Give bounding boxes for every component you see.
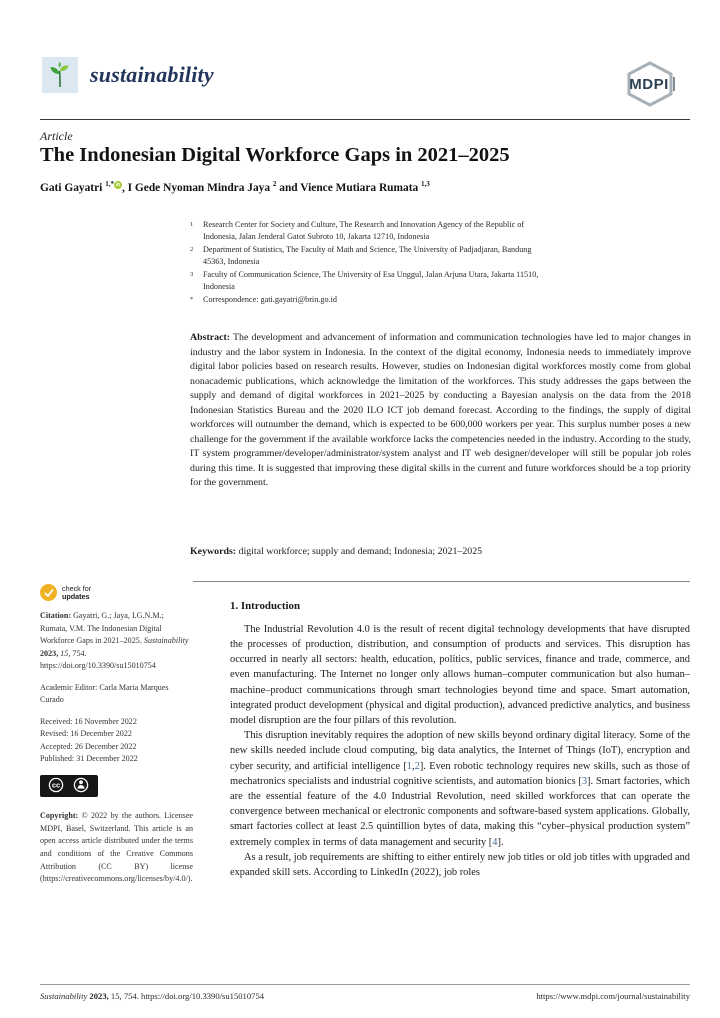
journal-logo: [42, 57, 214, 93]
citation-authors-title: Gayatri, G.; Jaya, I.G.N.M.; Rumata, V.M. The Indonesian Digital Workforce Gaps in 2021–2025.: [40, 611, 164, 646]
article-info-sidebar: [40, 584, 193, 895]
affiliation-item: [190, 219, 542, 244]
abstract-label: Abstract:: [190, 332, 231, 343]
body-paragraph: As a result, job requirements are shifting to either entirely new job titles or old job titles with upgraded and expanded skill sets. According to LinkedIn (2022), job roles: [230, 851, 690, 878]
keywords-text: digital workforce; supply and demand; Indonesia; 2021–2025: [238, 546, 483, 557]
author-separator: and: [279, 181, 298, 194]
citation-page: 754.: [72, 648, 87, 658]
authors-line: [40, 180, 690, 194]
citation-year: 2023,: [40, 648, 59, 658]
citation-journal: Sustainability: [143, 636, 189, 646]
citation-block: [40, 610, 193, 673]
citation-label: Citation:: [40, 611, 72, 620]
header-divider: [40, 119, 690, 120]
check-for-updates-label: check for updates: [62, 583, 92, 601]
citation-ref[interactable]: 4: [492, 836, 498, 848]
check-for-updates-button[interactable]: [40, 584, 193, 601]
footer-year: 2023,: [89, 991, 109, 1001]
affiliation-text: Research Center for Society and Culture, The Research and Innovation Agency of the Republic of Indonesia, Jalan Jenderal Gatot Subroto 10, Jakarta 12710, Indonesia: [203, 220, 525, 242]
author-name: I Gede Nyoman Mindra Jaya: [127, 181, 271, 194]
sustainability-plant-icon: [42, 57, 78, 93]
mdpi-logo-text: MDPI: [629, 76, 669, 93]
academic-editor-block: [40, 682, 193, 707]
keywords-divider: [193, 581, 690, 582]
citation-ref[interactable]: 3: [581, 775, 588, 787]
affiliations-block: [190, 219, 542, 306]
citation-ref[interactable]: 2: [414, 760, 420, 772]
affiliation-marker: 3: [190, 270, 194, 278]
affiliation-item: [190, 244, 542, 269]
footer-volume-page: 15, 754.: [110, 991, 139, 1001]
author-affiliation-marker: 2: [272, 180, 277, 188]
academic-editor-label: Academic Editor:: [40, 682, 98, 692]
check-icon: [40, 584, 57, 601]
footer-journal-url[interactable]: https://www.mdpi.com/journal/sustainability: [536, 991, 690, 1001]
license-url-link[interactable]: https://creativecommons.org/licenses/by/4.0/: [42, 874, 188, 884]
page-title: The Indonesian Digital Workforce Gaps in 2021–2025: [40, 144, 510, 166]
abstract-text: The development and advancement of information and communication technologies have led to major changes in industry and the labor system in Indonesia. In the context of the digital economy, Indonesia needs to immediately improve digital labor policies based on research results. However, studies on Indonesian digital workforces mostly come from global nonacademic publications, which acknowledge the limitation of the workforces. This study addresses the gaps between the supply and demand of digital workforces in 2021–2025 by conducting a Bayesian analysis on the data from the 2018 Indonesian Statistics Bureau and the 2020 ILO ICT job demand forecast. According to the findings, the supply of digital workforces will outnumber the demand, which is expected to be 600,000 workers per year. This surplus number poses a new challenge for the government if the available workforce lacks the competencies needed in the industry. According to the study, IT system programmer/developer/administrator/system analyst and IT web designer/developer will still be popular job roles during this time. It is suggested that improving these digital skills in the current and future workforces should be a top priority for the government.: [190, 332, 691, 489]
accepted-date: Accepted: 26 December 2022: [40, 741, 137, 751]
cc-by-license-icon[interactable]: [40, 775, 193, 802]
affiliation-text: Department of Statistics, The Faculty of Math and Science, The University of Padjadjaran, Bandung 45363, Indonesia: [203, 244, 532, 267]
citation-ref[interactable]: 1: [406, 760, 412, 772]
copyright-block: [40, 810, 193, 885]
article-type-label: Article: [40, 129, 73, 143]
keywords-label: Keywords:: [190, 546, 237, 557]
abstract-section: [190, 331, 691, 491]
author-name: Vience Mutiara Rumata: [300, 181, 419, 194]
correspondence-email[interactable]: Correspondence: gati.gayatri@brin.go.id: [203, 294, 337, 304]
affiliation-marker: 2: [190, 245, 194, 253]
section-heading-introduction: 1. Introduction: [230, 600, 300, 612]
revised-date: Revised: 16 December 2022: [40, 729, 132, 739]
academic-editor-name: Carla Maria Marques Curado: [40, 682, 169, 705]
author-affiliation-marker: 1,*: [105, 180, 114, 188]
dates-block: [40, 716, 193, 766]
author-affiliation-marker: 1,3: [421, 180, 430, 188]
citation-doi-link[interactable]: https://doi.org/10.3390/su15010754: [40, 661, 156, 671]
affiliation-item: [190, 269, 542, 294]
mdpi-logo: [610, 60, 690, 108]
published-date: Published: 31 December 2022: [40, 754, 138, 764]
author-name: Gati Gayatri: [40, 181, 103, 194]
copyright-text: © 2022 by the authors. Licensee MDPI, Basel, Switzerland. This article is an open access article distributed under the terms and conditions of the Creative Commons Attribution (CC BY) license (: [40, 811, 193, 884]
correspondence-marker: *: [190, 295, 194, 303]
article-body: [230, 599, 690, 880]
footer-citation: [40, 991, 264, 1001]
footer-journal: Sustainability: [40, 991, 88, 1001]
footer-doi-link[interactable]: https://doi.org/10.3390/su15010754: [141, 991, 265, 1001]
journal-name: sustainability: [90, 62, 214, 87]
copyright-suffix: ).: [187, 874, 193, 884]
affiliation-marker: 1: [190, 221, 194, 228]
received-date: Received: 16 November 2022: [40, 716, 137, 726]
copyright-label: Copyright:: [40, 811, 79, 821]
citation-volume: 15,: [60, 648, 71, 658]
svg-text:cc: cc: [51, 780, 61, 790]
orcid-icon[interactable]: iD: [115, 182, 121, 187]
body-paragraph: This disruption inevitably requires the adoption of new skills beyond ordinary digital literacy. Some of the new skills needed include cloud computing, big data analytics, the Internet of Things (IoT), encryption and cyber security, and artificial intelligence [1,2]. Even robotic technology requires new skills, such as those of mechatronics specialists and industrial cognitive scientists, and automation bionics [3]. Smart factories, which are the essential feature of the 4.0 Industrial Revolution, need skilled workforces that can operate the convergence between mechanical or electronic components and software-based system applications. Globally, smart factories collect at least 2.5 quintillion bytes of data, making this “cyber–physical production system” extremely complex in terms of data management and security [4].: [230, 730, 690, 848]
affiliation-text: Faculty of Communication Science, The University of Esa Unggul, Jalan Arjuna Utara, Jakarta 11510, Indonesia: [203, 269, 539, 292]
body-paragraph: The Industrial Revolution 4.0 is the result of recent digital technology developments that have disrupted the processes of production, distribution, and consumption of products and services. This disruption has occurred in nearly all sectors: health, education, politics, public services, finance and trade, commerce, and even manufacturing. The Internet no longer only allows human–computer communication but also human–machine–product communications through smart technologies beyond time and space. Smart automation, integrated product development (physical and digital production), advanced predictive analytics, and business model disruption are the four pillars of this revolution.: [230, 623, 690, 727]
footer-divider: [40, 984, 690, 985]
keywords-section: [190, 545, 691, 559]
svg-text:BY: BY: [78, 792, 84, 797]
author-separator: ,: [121, 181, 125, 194]
correspondence-item: [190, 294, 542, 306]
